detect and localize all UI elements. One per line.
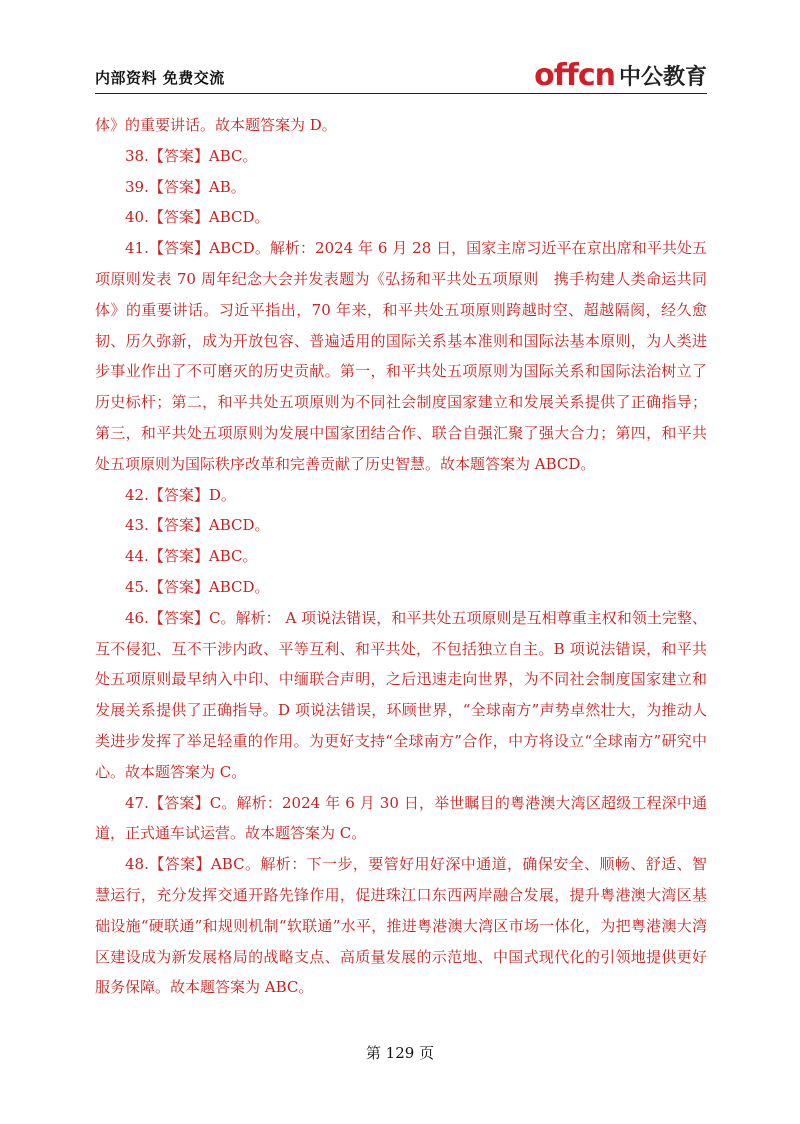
page-header: [95, 56, 707, 94]
answer-47: 47.【答案】C。解析：2024 年 6 月 30 日，举世瞩目的粤港澳大湾区超级工程深中通道，正式通车试运营。故本题答案为 C。: [95, 793, 707, 843]
answer-content: [95, 110, 707, 1003]
offcn-logo: [534, 58, 707, 93]
header-divider: [95, 93, 707, 94]
page-number: 第 129 页: [365, 1044, 435, 1062]
answer-44: 44.【答案】ABC。: [125, 547, 258, 566]
answer-45: 45.【答案】ABCD。: [125, 577, 270, 596]
answer-41: 41.【答案】ABCD。解析：2024 年 6 月 28 日，国家主席习近平在京出席和平共处五项原则发表 70 周年纪念大会并发表题为《弘扬和平共处五项原则 携手构建人类命运共同体》的重要讲话。习近平指出，70 年来，和平共处五项原则跨越时空、超越隔阂，经久愈韧、历久弥新，成为开放包容、普遍适用的国际关系基本准则和国际法基本原则，为人类进步事业作出了不可磨灭的历史贡献。第一，和平共处五项原则为国际关系和国际法治树立了历史标杆；第二，和平共处五项原则为不同社会制度国家建立和发展关系提供了正确指导；第三，和平共处五项原则为发展中国家团结合作、联合自强汇聚了强大合力；第四，和平共处五项原则为国际秩序改革和完善贡献了历史智慧。故本题答案为 ABCD。: [95, 239, 707, 473]
answer-43: 43.【答案】ABCD。: [125, 516, 270, 535]
answer-48: 48.【答案】ABC。解析：下一步，要管好用好深中通道，确保安全、顺畅、舒适、智慧运行，充分发挥交通开路先锋作用，促进珠江口东西两岸融合发展，提升粤港澳大湾区基础设施“硬联通”和规则机制“软联通”水平，推进粤港澳大湾区市场一体化，为把粤港澳大湾区建设成为新发展格局的战略支点、高质量发展的示范地、中国式现代化的引领地提供更好服务保障。故本题答案为 ABC。: [95, 855, 707, 997]
answer-40: 40.【答案】ABCD。: [125, 208, 270, 227]
answer-39: 39.【答案】AB。: [125, 177, 246, 196]
answer-38: 38.【答案】ABC。: [125, 146, 258, 165]
answer-42: 42.【答案】D。: [125, 485, 236, 504]
paragraph: 体》的重要讲话。故本题答案为 D。: [95, 116, 337, 134]
logo-chinese-text: 中公教育: [618, 65, 707, 90]
header-label: 内部资料 免费交流: [95, 69, 225, 87]
answer-46: 46.【答案】C。解析： A 项说法错误，和平共处五项原则是互相尊重主权和领土完整、互不侵犯、互不干涉内政、平等互利、和平共处，不包括独立自主。B 项说法错误，和平共处五项原则最早纳入中印、中缅联合声明，之后迅速走向世界，为不同社会制度国家建立和发展关系提供了正确指导。D 项说法错误，环顾世界，“全球南方”声势卓然壮大，为推动人类进步发挥了举足轻重的作用。为更好支持“全球南方”合作，中方将设立“全球南方”研究中心。故本题答案为 C。: [95, 608, 707, 781]
logo-latin-text: offcn: [534, 58, 615, 93]
